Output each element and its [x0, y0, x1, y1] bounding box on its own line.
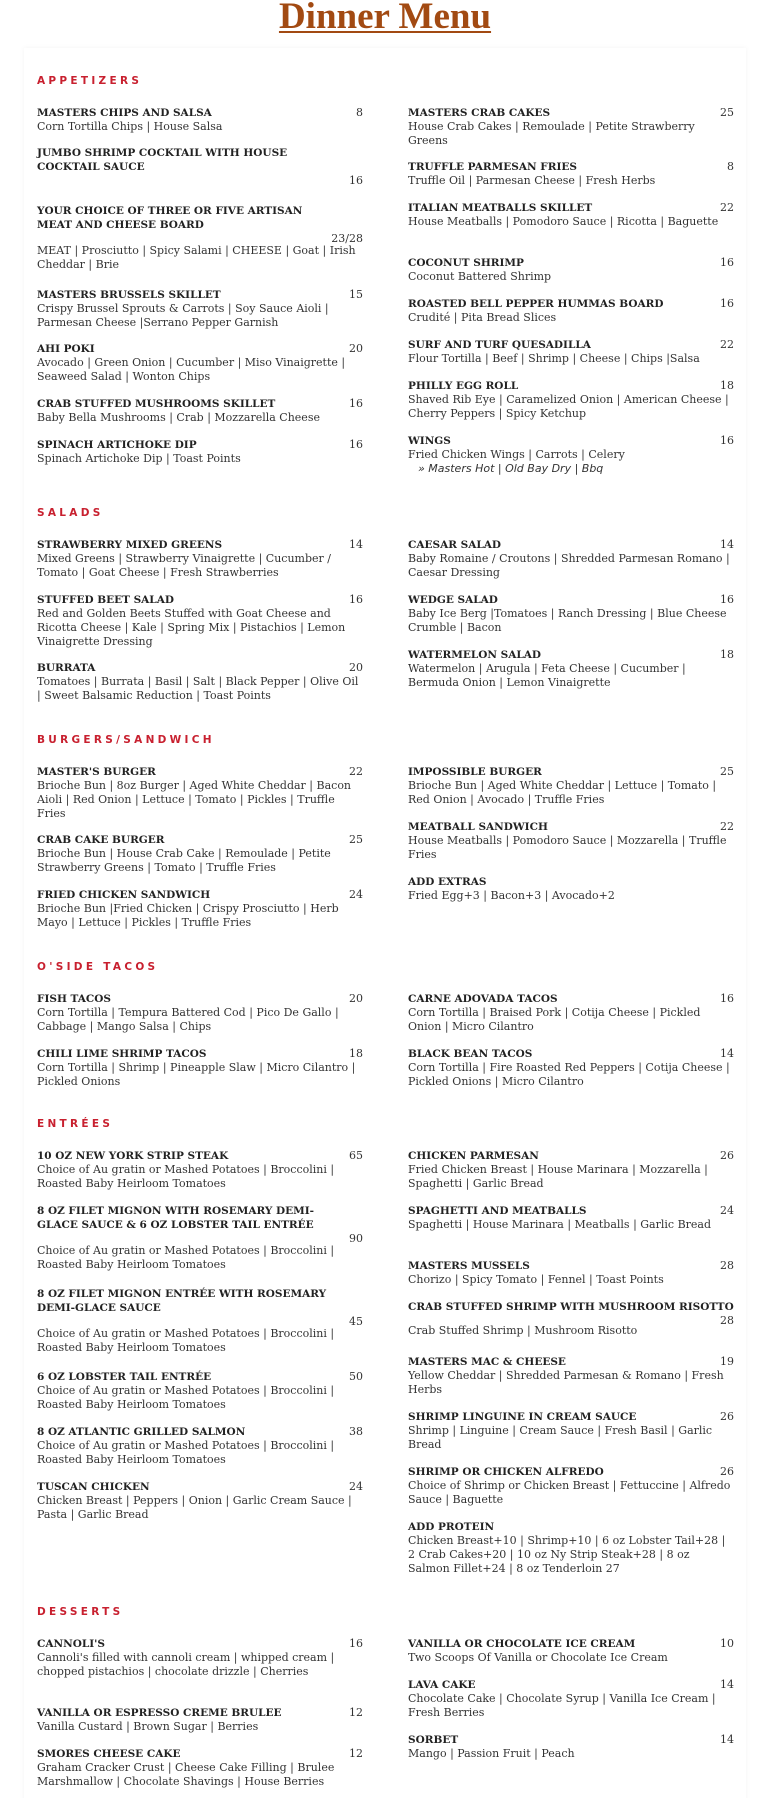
item-desc: Crab Stuffed Shrimp | Mushroom Risotto [408, 1324, 638, 1337]
item-desc: Brioche Bun | 8oz Burger | Aged White Cheddar | Bacon Aioli | Red Onion | Lettuce | Tomato | Pickles | Truffle Fries [37, 779, 352, 820]
item-name: WATERMELON SALAD [408, 649, 542, 661]
item-desc: House Crab Cakes | Remoulade | Petite Strawberry Greens [408, 120, 695, 147]
item-name: TUSCAN CHICKEN [37, 1481, 150, 1493]
item-desc: Corn Tortilla | Fire Roasted Red Peppers | Cotija Cheese | Pickled Onions | Micro Cilantro [408, 1061, 730, 1088]
item-name: VANILLA OR CHOCOLATE ICE CREAM [408, 1638, 636, 1650]
item-price: 22 [720, 201, 734, 214]
menu-item [37, 342, 363, 384]
item-desc: Coconut Battered Shrimp [408, 270, 552, 283]
item-desc: Graham Cracker Crust | Cheese Cake Filling | Brulee Marshmallow | Chocolate Shavings | House Berries [37, 1761, 335, 1788]
menu-item [408, 1733, 734, 1761]
item-price: 16 [720, 256, 734, 269]
item-desc: Shrimp | Linguine | Cream Sauce | Fresh Basil | Garlic Bread [408, 1424, 713, 1451]
menu-item [37, 765, 363, 821]
item-name: 8 OZ FILET MIGNON WITH ROSEMARY DEMI-GLACE SAUCE & 6 OZ LOBSTER TAIL ENTRÉE [37, 1205, 315, 1231]
menu-item [408, 338, 734, 366]
item-name: MASTERS CHIPS AND SALSA [37, 107, 212, 119]
item-name: ROASTED BELL PEPPER HUMMAS BOARD [408, 298, 664, 310]
menu-item [408, 1259, 734, 1287]
item-name: ITALIAN MEATBALLS SKILLET [408, 202, 593, 214]
item-price: 14 [349, 538, 363, 551]
item-desc: Spaghetti | House Marinara | Meatballs | Garlic Bread [408, 1218, 712, 1231]
item-desc: Crispy Brussel Sprouts & Carrots | Soy Sauce Aioli | Parmesan Cheese |Serrano Pepper Garnish [37, 302, 329, 329]
item-desc: Vanilla Custard | Brown Sugar | Berries [37, 1720, 259, 1733]
item-name: PHILLY EGG ROLL [408, 380, 519, 392]
item-price: 16 [349, 1637, 363, 1650]
item-desc: House Meatballs | Pomodoro Sauce | Mozzarella | Truffle Fries [408, 834, 727, 861]
item-desc: Chorizo | Spicy Tomato | Fennel | Toast Points [408, 1273, 664, 1286]
page-title: Dinner Menu [278, 0, 492, 37]
item-desc: Shaved Rib Eye | Caramelized Onion | American Cheese | Cherry Peppers | Spicy Ketchup [408, 393, 729, 420]
item-name: MASTERS CRAB CAKES [408, 107, 551, 119]
menu-item [408, 992, 734, 1034]
item-name: CHICKEN PARMESAN [408, 1150, 539, 1162]
menu-item [408, 201, 734, 229]
menu-item [408, 106, 734, 148]
item-price: 16 [349, 593, 363, 606]
item-name: WEDGE SALAD [408, 594, 498, 606]
item-desc: Corn Tortilla | Shrimp | Pineapple Slaw | Micro Cilantro | Pickled Onions [37, 1061, 356, 1088]
item-price: 22 [720, 338, 734, 351]
item-desc: Brioche Bun | House Crab Cake | Remoulade | Petite Strawberry Greens | Tomato | Truffle Fries [37, 847, 331, 874]
item-price: 14 [720, 1047, 734, 1060]
menu-item [408, 256, 734, 284]
item-price: 18 [349, 1047, 363, 1060]
item-name: YOUR CHOICE OF THREE OR FIVE ARTISAN MEAT AND CHEESE BOARD [37, 205, 303, 231]
item-name: STRAWBERRY MIXED GREENS [37, 539, 223, 551]
item-price: 23/28 [331, 232, 363, 245]
item-name: SORBET [408, 1734, 459, 1746]
item-name: ADD PROTEIN [408, 1521, 495, 1533]
item-name: SMORES CHEESE CAKE [37, 1748, 181, 1760]
item-price: 12 [349, 1747, 363, 1760]
item-name: SHRIMP OR CHICKEN ALFREDO [408, 1466, 604, 1478]
item-desc: Yellow Cheddar | Shredded Parmesan & Romano | Fresh Herbs [408, 1369, 724, 1396]
item-desc: Mango | Passion Fruit | Peach [408, 1747, 575, 1760]
item-price: 25 [349, 833, 363, 846]
menu-item [408, 875, 734, 903]
menu-item [37, 1370, 363, 1412]
item-name: MASTERS MUSSELS [408, 1260, 530, 1272]
item-name: CHILI LIME SHRIMP TACOS [37, 1048, 207, 1060]
menu-item [408, 1047, 734, 1089]
menu-item [408, 1204, 734, 1232]
item-name: SHRIMP LINGUINE IN CREAM SAUCE [408, 1411, 637, 1423]
menu-item [408, 434, 734, 476]
item-name: CRAB CAKE BURGER [37, 834, 165, 846]
menu-item [408, 297, 734, 325]
section-title-salads: SALADS [37, 507, 104, 519]
item-name: MASTERS BRUSSELS SKILLET [37, 289, 221, 301]
item-price: 50 [349, 1370, 363, 1383]
item-desc: Chicken Breast+10 | Shrimp+10 | 6 oz Lobster Tail+28 | 2 Crab Cakes+20 | 10 oz Ny Strip Steak+28 | 8 oz Salmon Fillet+24 | 8 oz Tenderloin 27 [408, 1534, 726, 1575]
item-price: 24 [349, 888, 363, 901]
menu-item [37, 106, 363, 134]
item-name: CRAB STUFFED SHRIMP WITH MUSHROOM RISOTTO [408, 1301, 734, 1313]
section-title-tacos: O'SIDE TACOS [37, 961, 159, 973]
item-name: STUFFED BEET SALAD [37, 594, 174, 606]
item-name: SPINACH ARTICHOKE DIP [37, 439, 197, 451]
item-price: 45 [349, 1315, 363, 1328]
menu-item [37, 1637, 363, 1679]
item-price: 18 [720, 648, 734, 661]
item-name: MASTERS MAC & CHEESE [408, 1356, 566, 1368]
item-price: 25 [720, 765, 734, 778]
item-desc: Mixed Greens | Strawberry Vinaigrette | Cucumber / Tomato | Goat Cheese | Fresh Strawberries [37, 552, 331, 579]
item-desc: Brioche Bun | Aged White Cheddar | Lettuce | Tomato | Red Onion | Avocado | Truffle Fries [408, 779, 717, 806]
item-price: 24 [720, 1204, 734, 1217]
item-price: 8 [356, 106, 363, 119]
item-price: 16 [720, 593, 734, 606]
item-name: 8 OZ FILET MIGNON ENTRÉE WITH ROSEMARY DEMI-GLACE SAUCE [37, 1288, 327, 1314]
menu-item [408, 1678, 734, 1720]
menu-item [37, 1204, 363, 1272]
item-desc: Flour Tortilla | Beef | Shrimp | Cheese | Chips |Salsa [408, 352, 700, 365]
item-name: SPAGHETTI AND MEATBALLS [408, 1205, 587, 1217]
item-price: 20 [349, 992, 363, 1005]
item-price: 16 [720, 992, 734, 1005]
item-price: 28 [720, 1314, 734, 1327]
item-name: CAESAR SALAD [408, 539, 501, 551]
item-price: 90 [349, 1232, 363, 1245]
item-price: 20 [349, 342, 363, 355]
menu-item [408, 1149, 734, 1191]
menu-item [37, 397, 363, 425]
menu-item [37, 288, 363, 330]
menu-item [408, 1520, 734, 1576]
item-price: 15 [349, 288, 363, 301]
item-name: FISH TACOS [37, 993, 111, 1005]
menu-item [408, 1300, 742, 1338]
item-price: 14 [720, 1678, 734, 1691]
menu-item [37, 146, 363, 187]
item-desc: Chicken Breast | Peppers | Onion | Garlic Cream Sauce | Pasta | Garlic Bread [37, 1494, 352, 1521]
section-title-appetizers: APPETIZERS [37, 75, 143, 87]
menu-item [37, 538, 363, 580]
item-price: 26 [720, 1410, 734, 1423]
item-name: TRUFFLE PARMESAN FRIES [408, 161, 577, 173]
item-desc: Two Scoops Of Vanilla or Chocolate Ice Cream [408, 1651, 668, 1664]
menu-item [37, 1480, 363, 1522]
item-price: 25 [720, 106, 734, 119]
item-name: MEATBALL SANDWICH [408, 821, 548, 833]
item-name: CRAB STUFFED MUSHROOMS SKILLET [37, 398, 276, 410]
item-name: FRIED CHICKEN SANDWICH [37, 889, 211, 901]
item-desc: Corn Tortilla | Braised Pork | Cotija Cheese | Pickled Onion | Micro Cilantro [408, 1006, 701, 1033]
item-desc: Baby Ice Berg |Tomatoes | Ranch Dressing | Blue Cheese Crumble | Bacon [408, 607, 727, 634]
item-price: 16 [349, 397, 363, 410]
item-price: 19 [720, 1355, 734, 1368]
item-price: 16 [720, 297, 734, 310]
item-name: 8 OZ ATLANTIC GRILLED SALMON [37, 1426, 246, 1438]
item-desc: Corn Tortilla | Tempura Battered Cod | Pico De Gallo | Cabbage | Mango Salsa | Chips [37, 1006, 339, 1033]
menu-item [37, 833, 363, 875]
item-price: 26 [720, 1465, 734, 1478]
item-price: 14 [720, 1733, 734, 1746]
item-name: COCONUT SHRIMP [408, 257, 524, 269]
item-name: CANNOLI'S [37, 1638, 105, 1650]
menu-item [408, 648, 734, 690]
item-price: 16 [349, 174, 363, 187]
item-desc: Chocolate Cake | Chocolate Syrup | Vanilla Ice Cream | Fresh Berries [408, 1692, 716, 1719]
menu-item [37, 438, 363, 466]
item-name: 10 OZ NEW YORK STRIP STEAK [37, 1150, 229, 1162]
item-price: 65 [349, 1149, 363, 1162]
menu-item [37, 1425, 363, 1467]
menu-item [37, 1747, 363, 1789]
item-name: VANILLA OR ESPRESSO CREME BRULEE [37, 1707, 282, 1719]
menu-item [37, 593, 363, 649]
item-name: SURF AND TURF QUESADILLA [408, 339, 591, 351]
item-desc: Corn Tortilla Chips | House Salsa [37, 120, 223, 133]
item-price: 12 [349, 1706, 363, 1719]
item-desc: House Meatballs | Pomodoro Sauce | Ricotta | Baguette [408, 215, 719, 228]
menu-item [408, 379, 734, 421]
item-name: BLACK BEAN TACOS [408, 1048, 533, 1060]
menu-item [408, 820, 734, 862]
menu-item [408, 160, 734, 188]
menu-item [37, 661, 363, 703]
menu-item [408, 538, 734, 580]
item-desc: Baby Romaine / Croutons | Shredded Parmesan Romano | Caesar Dressing [408, 552, 730, 579]
item-price: 8 [727, 160, 734, 173]
section-title-entrees: ENTRÉES [37, 1118, 114, 1130]
item-desc: MEAT | Prosciutto | Spicy Salami | CHEESE | Goat | Irish Cheddar | Brie [37, 244, 356, 271]
item-desc: Fried Chicken Wings | Carrots | Celery [408, 448, 625, 461]
item-name: JUMBO SHRIMP COCKTAIL WITH HOUSE COCKTAIL SAUCE [37, 147, 288, 173]
item-price: 14 [720, 538, 734, 551]
menu-item [37, 204, 363, 272]
section-title-desserts: DESSERTS [37, 1606, 124, 1618]
menu-item [37, 1706, 363, 1734]
item-desc: Fried Egg+3 | Bacon+3 | Avocado+2 [408, 889, 615, 902]
item-price: 10 [720, 1637, 734, 1650]
menu-item [408, 1465, 734, 1507]
item-price: 18 [720, 379, 734, 392]
item-price: 24 [349, 1480, 363, 1493]
item-desc: Brioche Bun |Fried Chicken | Crispy Prosciutto | Herb Mayo | Lettuce | Pickles | Truffle Fries [37, 902, 339, 929]
item-desc: Red and Golden Beets Stuffed with Goat Cheese and Ricotta Cheese | Kale | Spring Mix | Pistachios | Lemon Vinaigrette Dressing [37, 607, 346, 648]
item-sub-options: » Masters Hot | Old Bay Dry | Bbq [418, 462, 604, 475]
item-name: CARNE ADOVADA TACOS [408, 993, 558, 1005]
menu-item [408, 765, 734, 807]
item-desc: Spinach Artichoke Dip | Toast Points [37, 452, 241, 465]
section-title-burgers: BURGERS/SANDWICH [37, 734, 215, 746]
item-desc: Watermelon | Arugula | Feta Cheese | Cucumber | Bermuda Onion | Lemon Vinaigrette [408, 662, 686, 689]
menu-item [408, 1637, 734, 1665]
item-price: 20 [349, 661, 363, 674]
menu-item [408, 1410, 734, 1452]
item-desc: Crudité | Pita Bread Slices [408, 311, 557, 324]
item-desc: Choice of Au gratin or Mashed Potatoes | Broccolini | Roasted Baby Heirloom Tomatoes [37, 1439, 335, 1466]
item-desc: Truffle Oil | Parmesan Cheese | Fresh Herbs [408, 174, 656, 187]
menu-item [408, 1355, 734, 1397]
item-price: 22 [720, 820, 734, 833]
item-price: 26 [720, 1149, 734, 1162]
menu-item [37, 888, 363, 930]
item-name: BURRATA [37, 662, 96, 674]
item-desc: Choice of Au gratin or Mashed Potatoes | Broccolini | Roasted Baby Heirloom Tomatoes [37, 1244, 335, 1271]
item-price: 28 [720, 1259, 734, 1272]
item-desc: Choice of Au gratin or Mashed Potatoes | Broccolini | Roasted Baby Heirloom Tomatoes [37, 1163, 335, 1190]
menu-item [37, 1287, 363, 1355]
menu-item [37, 1149, 363, 1191]
menu-item [408, 593, 734, 635]
item-desc: Avocado | Green Onion | Cucumber | Miso Vinaigrette | Seaweed Salad | Wonton Chips [37, 356, 346, 383]
item-name: ADD EXTRAS [408, 876, 487, 888]
item-desc: Baby Bella Mushrooms | Crab | Mozzarella Cheese [37, 411, 320, 424]
item-desc: Fried Chicken Breast | House Marinara | Mozzarella | Spaghetti | Garlic Bread [408, 1163, 708, 1190]
menu-item [37, 1047, 363, 1089]
menu-item [37, 992, 363, 1034]
item-name: 6 OZ LOBSTER TAIL ENTRÉE [37, 1371, 212, 1383]
item-desc: Choice of Au gratin or Mashed Potatoes | Broccolini | Roasted Baby Heirloom Tomatoes [37, 1327, 335, 1354]
item-price: 16 [349, 438, 363, 451]
item-name: AHI POKI [37, 343, 95, 355]
item-name: MASTER'S BURGER [37, 766, 156, 778]
item-name: WINGS [408, 435, 451, 447]
item-desc: Choice of Shrimp or Chicken Breast | Fettuccine | Alfredo Sauce | Baguette [408, 1479, 731, 1506]
item-name: IMPOSSIBLE BURGER [408, 766, 542, 778]
item-name: LAVA CAKE [408, 1679, 476, 1691]
item-price: 38 [349, 1425, 363, 1438]
item-desc: Choice of Au gratin or Mashed Potatoes | Broccolini | Roasted Baby Heirloom Tomatoes [37, 1384, 335, 1411]
item-price: 22 [349, 765, 363, 778]
item-desc: Cannoli's filled with cannoli cream | whipped cream | chopped pistachios | chocolate drizzle | Cherries [37, 1651, 335, 1678]
item-desc: Tomatoes | Burrata | Basil | Salt | Black Pepper | Olive Oil | Sweet Balsamic Reduction | Toast Points [37, 675, 359, 702]
item-price: 16 [720, 434, 734, 447]
